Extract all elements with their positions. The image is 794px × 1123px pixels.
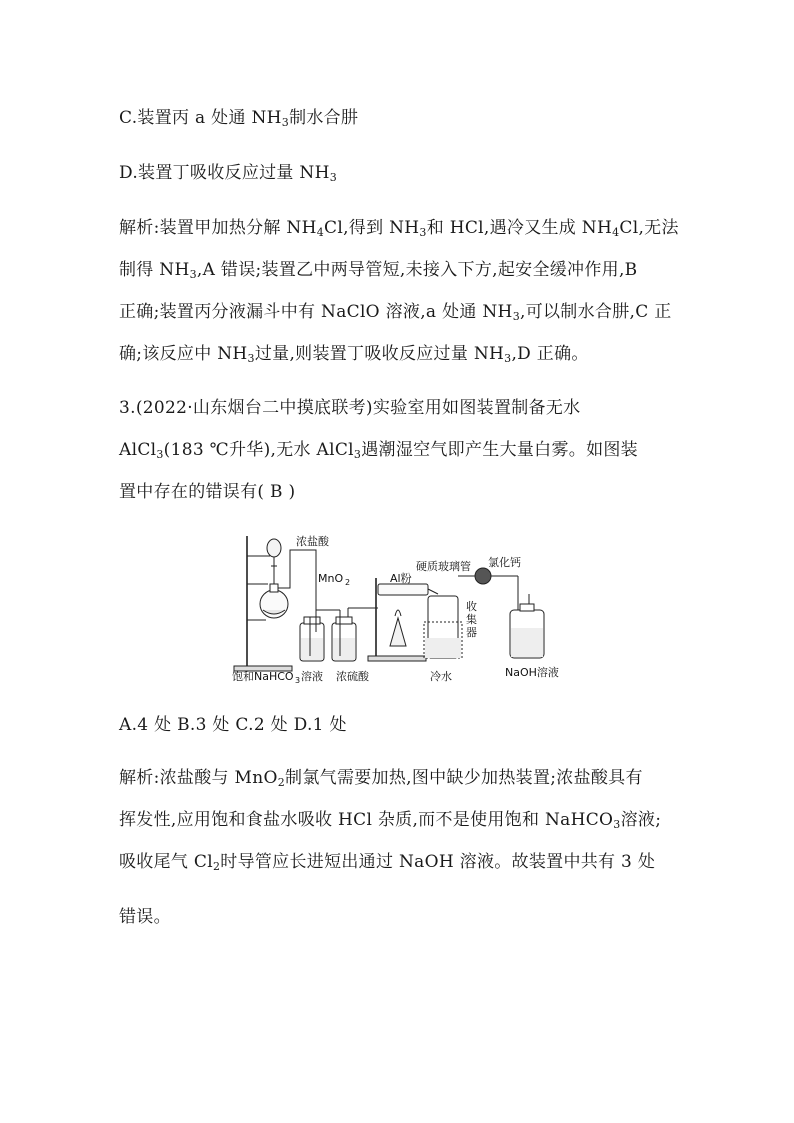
label-nahco3-sub: 3	[295, 676, 301, 685]
text: 过量,则装置丁吸收反应过量 NH	[254, 344, 505, 364]
text: (183 ℃升华),无水 AlCl	[163, 440, 354, 460]
text: 和 HCl,遇冷又生成 NH	[426, 218, 613, 238]
label-nahco3-b: 溶液	[301, 670, 323, 683]
subscript: 3	[329, 171, 338, 184]
question3-line1: 3.(2022·山东烟台二中摸底联考)实验室用如图装置制备无水	[119, 398, 581, 418]
text: 溶液;	[620, 810, 662, 830]
analysis1-line3	[119, 301, 679, 323]
subscript: 3	[419, 226, 427, 239]
label-collector-2: 集	[466, 613, 477, 626]
question3-line3: 置中存在的错误有( B )	[119, 482, 296, 502]
text: 挥发性,应用饱和食盐水吸收 HCl 杂质,而不是使用饱和 NaHCO	[119, 810, 614, 830]
label-cold-water: 冷水	[430, 670, 452, 683]
text: 时导管应长进短出通过 NaOH 溶液。故装置中共有 3 处	[220, 852, 656, 872]
text: 正确;装置丙分液漏斗中有 NaClO 溶液,a 处通 NH	[119, 302, 513, 322]
label-mno2-a: MnO	[318, 572, 344, 585]
text: 解析:浓盐酸与 MnO	[119, 768, 278, 788]
label-collector-1: 收	[466, 600, 477, 613]
subscript: 3	[281, 116, 290, 129]
subscript: 4	[612, 226, 620, 239]
text: 解析:装置甲加热分解 NH	[119, 218, 317, 238]
option-d	[119, 162, 679, 184]
label-conc-h2so4: 浓硫酸	[336, 670, 369, 683]
label-conc-hcl: 浓盐酸	[296, 535, 329, 548]
text: 制氯气需要加热,图中缺少加热装置;浓盐酸具有	[285, 768, 643, 788]
text: ,可以制水合肼,C 正	[520, 302, 672, 322]
apparatus-diagram	[228, 528, 568, 688]
label-nahco3-a: 饱和NaHCO	[232, 670, 294, 683]
text: 吸收尾气 Cl	[119, 852, 213, 872]
option-c	[119, 107, 679, 129]
text: ,D 正确。	[511, 344, 589, 364]
label-hard-glass-tube: 硬质玻璃管	[416, 560, 471, 573]
subscript: 3	[189, 268, 197, 281]
subscript: 2	[277, 776, 286, 789]
analysis2-line4: 错误。	[119, 907, 171, 927]
subscript: 3	[613, 818, 621, 831]
label-mno2-sub: 2	[345, 578, 351, 587]
text: 制得 NH	[119, 260, 190, 280]
apparatus-figure	[228, 528, 568, 688]
question3-line2	[119, 439, 679, 461]
subscript: 3	[156, 448, 164, 461]
subscript: 2	[212, 860, 221, 873]
analysis2-line3	[119, 851, 679, 873]
analysis1-line2	[119, 259, 679, 281]
subscript: 4	[316, 226, 325, 239]
text: D.装置丁吸收反应过量 NH	[119, 163, 330, 183]
analysis2-line2	[119, 809, 679, 831]
subscript: 3	[504, 352, 512, 365]
analysis1-line1	[119, 217, 679, 239]
text: C.装置丙 a 处通 NH	[119, 108, 282, 128]
analysis2-line1	[119, 767, 679, 789]
subscript: 3	[512, 310, 520, 323]
label-naoh: NaOH溶液	[505, 666, 559, 679]
label-cacl2: 氯化钙	[488, 556, 521, 569]
subscript: 3	[247, 352, 255, 365]
text: ,A 错误;装置乙中两导管短,未接入下方,起安全缓冲作用,B	[196, 260, 638, 280]
text: Cl,得到 NH	[324, 218, 420, 238]
label-al-powder: Al粉	[390, 572, 412, 585]
text: AlCl	[119, 440, 157, 460]
text: 遇潮湿空气即产生大量白雾。如图装	[361, 440, 638, 460]
subscript: 3	[353, 448, 362, 461]
text: 制水合肼	[289, 108, 359, 128]
label-collector-3: 器	[466, 626, 477, 639]
options-q3: A.4 处 B.3 处 C.2 处 D.1 处	[119, 715, 347, 735]
analysis1-line4	[119, 343, 679, 365]
text: 确;该反应中 NH	[119, 344, 248, 364]
text: Cl,无法	[619, 218, 679, 238]
